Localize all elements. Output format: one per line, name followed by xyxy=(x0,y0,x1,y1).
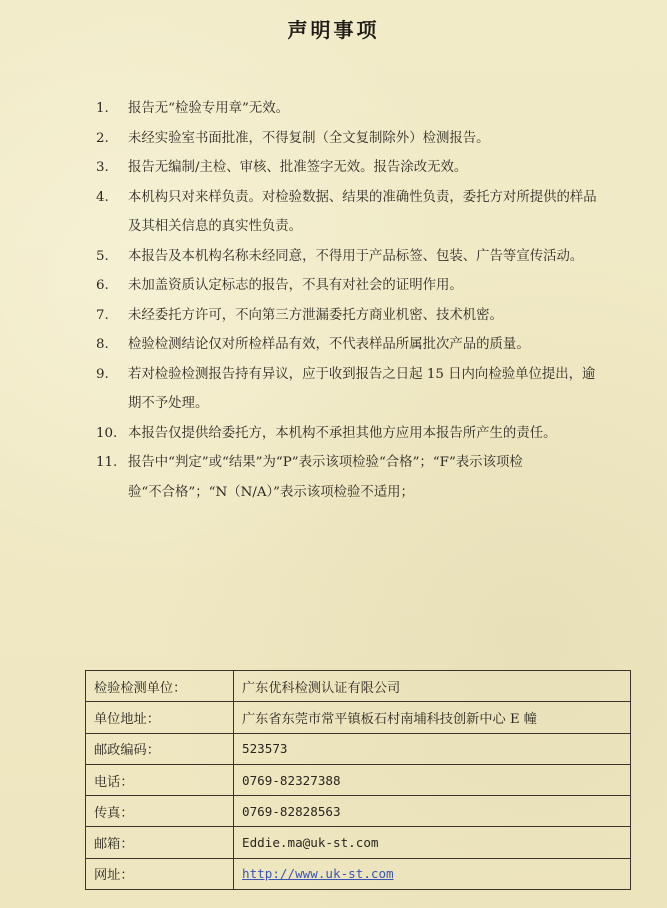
list-item xyxy=(96,419,636,449)
row-label: 邮箱： xyxy=(86,827,234,858)
item-number: 1. xyxy=(96,101,109,116)
item-number: 11. xyxy=(96,455,118,470)
item-number: 6. xyxy=(96,278,109,293)
list-item xyxy=(96,153,636,183)
item-text: 检验检测结论仅对所检样品有效，不代表样品所属批次产品的质量。 xyxy=(128,337,530,352)
row-value: 523573 xyxy=(234,733,631,764)
email-value: Eddie.ma@uk-st.com xyxy=(234,827,631,858)
website-link[interactable]: http://www.uk-st.com xyxy=(242,866,394,882)
item-text: 报告中“判定”或“结果”为“P”表示该项检验“合格”；“F”表示该项检 xyxy=(128,455,523,470)
table-row xyxy=(86,764,631,795)
item-text: 报告无“检验专用章”无效。 xyxy=(128,101,289,116)
item-text-continued: 及其相关信息的真实性负责。 xyxy=(128,219,303,234)
row-value: 0769-82828563 xyxy=(234,796,631,827)
row-value: 0769-82327388 xyxy=(234,764,631,795)
list-item xyxy=(96,360,636,419)
item-text: 若对检验检测报告持有异议，应于收到报告之日起 15 日内向检验单位提出，逾 xyxy=(128,366,596,382)
item-number: 10. xyxy=(96,425,118,441)
row-value: 广东省东莞市常平镇板石村南埔科技创新中心 E 幢 xyxy=(234,702,631,733)
table-row xyxy=(86,733,631,764)
item-number: 9. xyxy=(96,366,109,382)
row-value: 广东优科检测认证有限公司 xyxy=(234,671,631,702)
table-row xyxy=(86,702,631,733)
table-row xyxy=(86,796,631,827)
item-number: 3. xyxy=(96,160,109,175)
list-item xyxy=(96,124,636,154)
item-number: 2. xyxy=(96,130,109,146)
row-label: 邮政编码： xyxy=(86,733,234,764)
table-row xyxy=(86,858,631,889)
row-label: 电话： xyxy=(86,764,234,795)
list-item xyxy=(96,330,636,360)
declaration-list xyxy=(96,94,636,507)
page-title: 声明事项 xyxy=(287,18,380,42)
item-text: 未经实验室书面批准，不得复制（全文复制除外）检测报告。 xyxy=(128,130,490,146)
item-text: 本报告仅提供给委托方，本机构不承担其他方应用本报告所产生的责任。 xyxy=(128,425,557,441)
item-text: 未经委托方许可，不向第三方泄漏委托方商业机密、技术机密。 xyxy=(128,307,503,323)
item-text-continued: 期不予处理。 xyxy=(128,396,209,411)
list-item xyxy=(96,448,636,507)
table-row xyxy=(86,827,631,858)
item-number: 8. xyxy=(96,337,109,352)
item-number: 4. xyxy=(96,189,109,205)
row-label: 网址： xyxy=(86,858,234,889)
list-item xyxy=(96,242,636,272)
item-text: 未加盖资质认定标志的报告，不具有对社会的证明作用。 xyxy=(128,278,463,293)
list-item xyxy=(96,183,636,242)
item-text-continued: 验“不合格”；“N（N/A）”表示该项检验不适用； xyxy=(128,484,414,500)
row-label: 单位地址： xyxy=(86,702,234,733)
item-number: 7. xyxy=(96,307,109,323)
item-text: 报告无编制/主检、审核、批准签字无效。报告涂改无效。 xyxy=(128,160,468,175)
row-label: 检验检测单位： xyxy=(86,671,234,702)
item-text: 本报告及本机构名称未经同意，不得用于产品标签、包装、广告等宣传活动。 xyxy=(128,248,584,264)
list-item xyxy=(96,301,636,331)
list-item xyxy=(96,271,636,301)
row-label: 传真： xyxy=(86,796,234,827)
item-number: 5. xyxy=(96,248,109,264)
contact-info-table xyxy=(85,670,631,890)
item-text: 本机构只对来样负责。对检验数据、结果的准确性负责，委托方对所提供的样品 xyxy=(128,189,597,205)
list-item xyxy=(96,94,636,124)
table-row xyxy=(86,671,631,702)
